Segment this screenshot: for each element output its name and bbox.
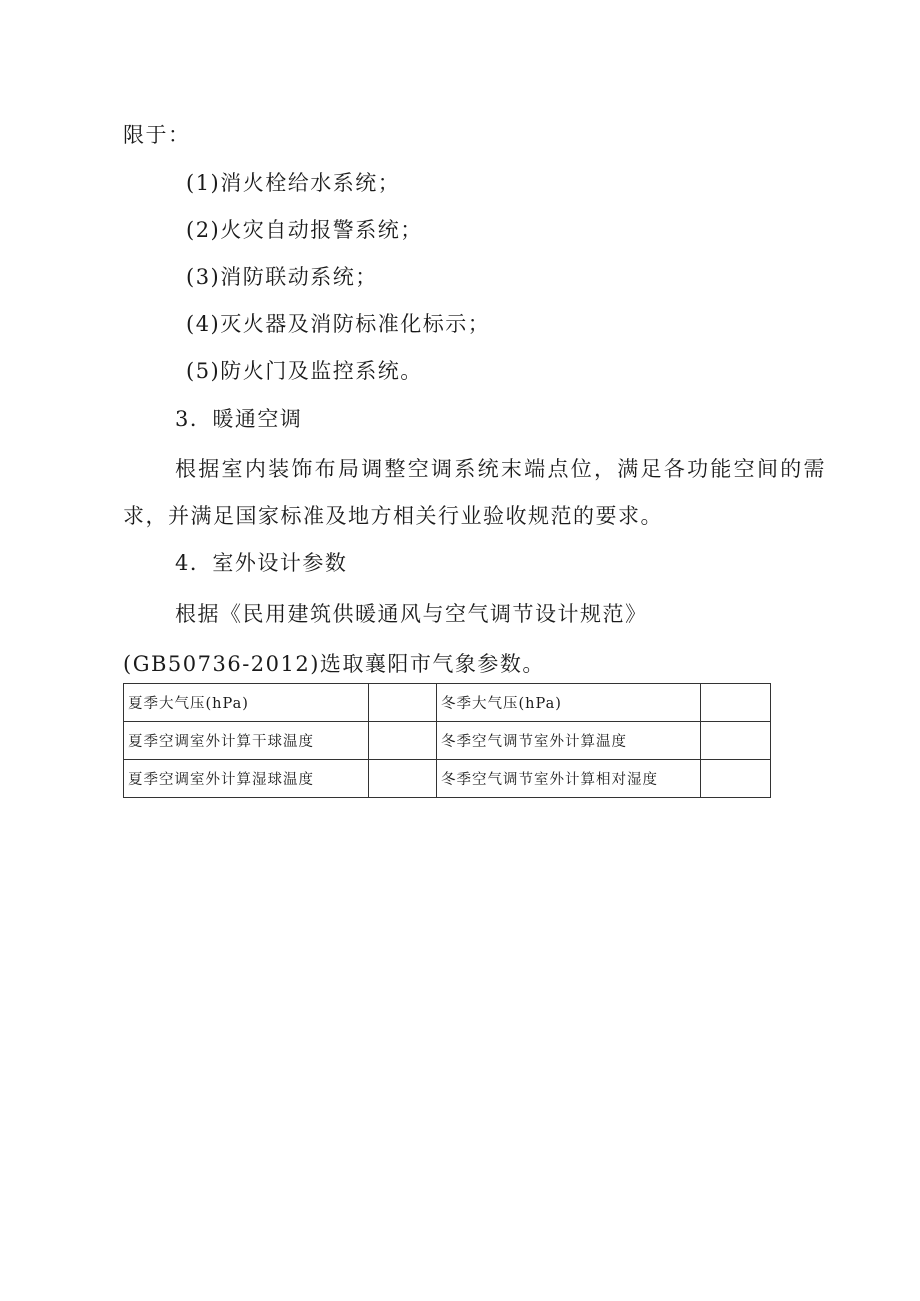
summer-label-cell: 夏季空调室外计算干球温度 bbox=[124, 722, 369, 760]
section3-heading: 3．暖通空调 bbox=[175, 407, 303, 431]
section4-paragraph-line1: 根据《民用建筑供暖通风与空气调节设计规范》 bbox=[175, 602, 648, 626]
winter-value-cell bbox=[701, 684, 771, 722]
summer-label-cell: 夏季大气压(hPa) bbox=[124, 684, 369, 722]
fire-item-3: (3)消防联动系统； bbox=[186, 265, 378, 289]
fire-item-4: (4)灭火器及消防标准化标示； bbox=[186, 312, 491, 336]
section3-paragraph-line2: 求，并满足国家标准及地方相关行业验收规范的要求。 bbox=[123, 504, 663, 528]
weather-parameters-table bbox=[123, 683, 771, 798]
fire-item-5: (5)防火门及监控系统。 bbox=[186, 359, 423, 383]
winter-value-cell bbox=[701, 722, 771, 760]
section4-paragraph-line2: (GB50736-2012)选取襄阳市气象参数。 bbox=[123, 652, 545, 676]
section3-paragraph-line1: 根据室内装饰布局调整空调系统末端点位，满足各功能空间的需 bbox=[175, 457, 826, 481]
winter-label-cell: 冬季大气压(hPa) bbox=[437, 684, 701, 722]
summer-value-cell bbox=[369, 684, 437, 722]
table-row bbox=[124, 760, 771, 798]
winter-label-cell: 冬季空气调节室外计算相对湿度 bbox=[437, 760, 701, 798]
table-row bbox=[124, 722, 771, 760]
summer-value-cell bbox=[369, 760, 437, 798]
table-row bbox=[124, 684, 771, 722]
summer-value-cell bbox=[369, 722, 437, 760]
intro-text: 限于： bbox=[123, 123, 191, 147]
section4-heading: 4．室外设计参数 bbox=[175, 551, 348, 575]
fire-item-1: (1)消火栓给水系统； bbox=[186, 171, 401, 195]
winter-label-cell: 冬季空气调节室外计算温度 bbox=[437, 722, 701, 760]
winter-value-cell bbox=[701, 760, 771, 798]
fire-item-2: (2)火灾自动报警系统； bbox=[186, 218, 423, 242]
summer-label-cell: 夏季空调室外计算湿球温度 bbox=[124, 760, 369, 798]
